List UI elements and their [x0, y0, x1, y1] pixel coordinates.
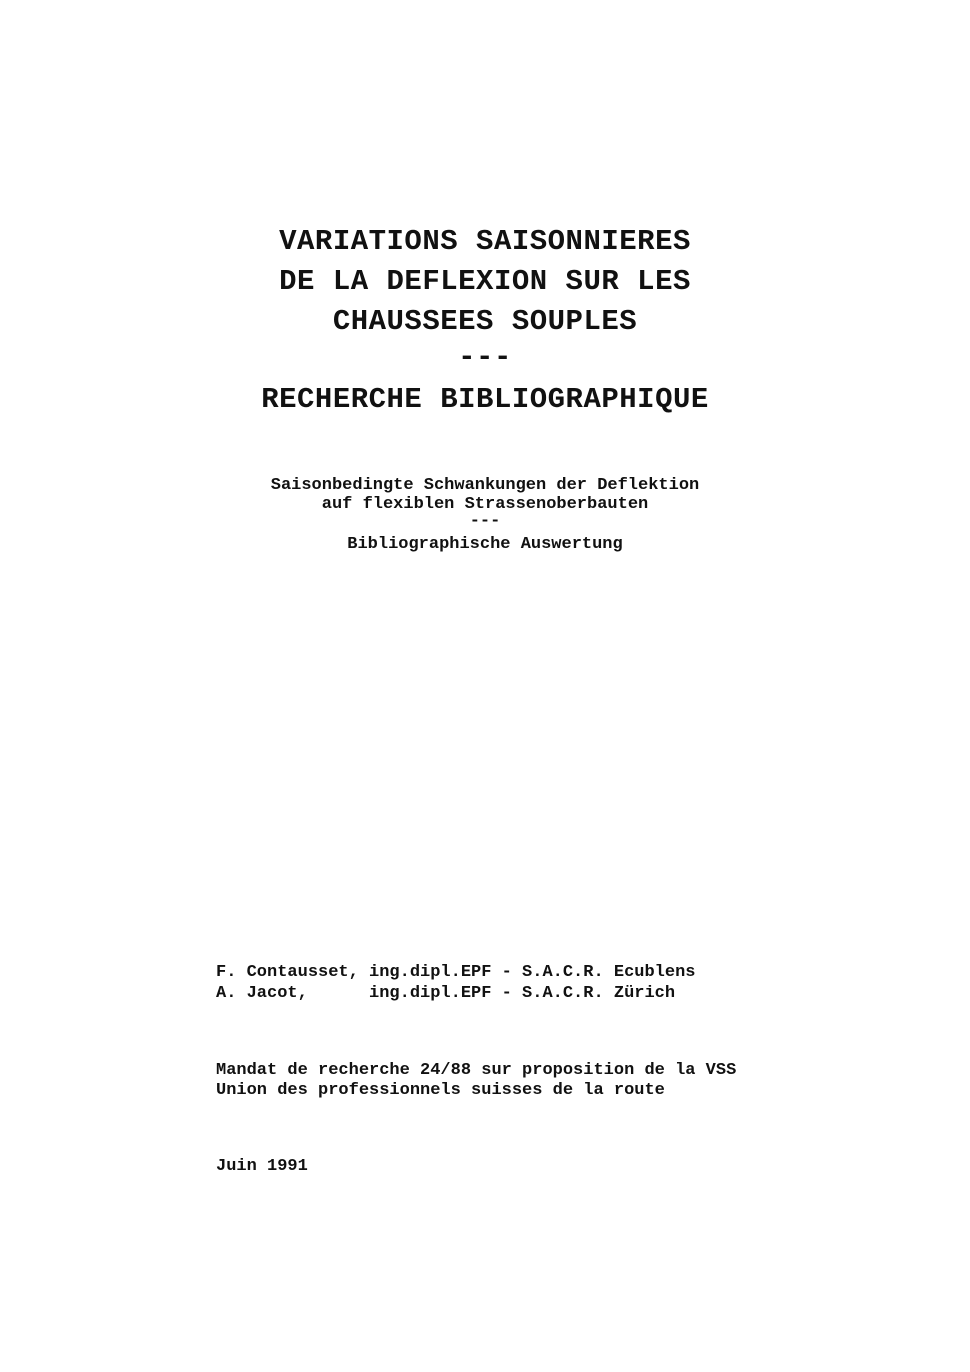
mandate-line-1: Mandat de recherche 24/88 sur proposition de la VSS — [216, 1061, 737, 1080]
author-line-2: A. Jacot, ing.dipl.EPF - S.A.C.R. Zürich — [216, 984, 676, 1003]
title-line-2: DE LA DEFLEXION SUR LES — [279, 265, 691, 298]
german-title-line-2: auf flexiblen Strassenoberbauten — [321, 495, 649, 514]
mandate-line-2: Union des professionnels suisses de la route — [216, 1081, 665, 1100]
german-title-separator: --- — [469, 512, 501, 531]
title-line-1: VARIATIONS SAISONNIERES — [279, 225, 691, 258]
publication-date: Juin 1991 — [216, 1157, 308, 1176]
title-subtitle: RECHERCHE BIBLIOGRAPHIQUE — [261, 383, 709, 416]
german-title-line-1: Saisonbedingte Schwankungen der Deflektion — [270, 476, 700, 495]
author-line-1: F. Contausset, ing.dipl.EPF - S.A.C.R. Ecublens — [216, 963, 696, 982]
title-line-3: CHAUSSEES SOUPLES — [332, 305, 638, 338]
german-title-subtitle: Bibliographische Auswertung — [347, 535, 623, 554]
title-separator: --- — [458, 341, 512, 374]
